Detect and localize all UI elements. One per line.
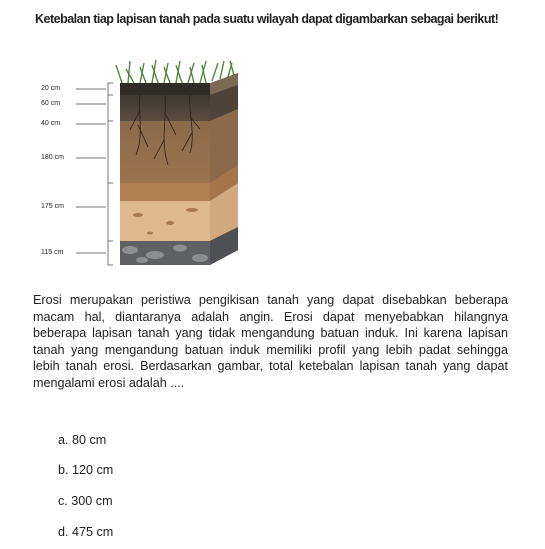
label-leaders	[76, 89, 106, 253]
question-title: Ketebalan tiap lapisan tanah pada suatu wilayah dapat digambarkan sebagai berikut!	[35, 12, 499, 26]
depth-label-2: 60 cm	[41, 100, 61, 107]
option-b[interactable]: b. 120 cm	[58, 463, 114, 477]
soil-profile-figure	[30, 55, 250, 285]
option-d[interactable]: d. 475 cm	[58, 525, 114, 539]
depth-scale	[108, 83, 113, 265]
layer-weathered	[120, 183, 210, 201]
depth-label-3: 40 cm	[41, 120, 61, 127]
option-a[interactable]: a. 80 cm	[58, 433, 107, 447]
option-c[interactable]: c. 300 cm	[58, 494, 113, 508]
question-text: Erosi merupakan peristiwa pengikisan tanah yang dapat disebabkan beberapa macam hal, diantaranya adalah angin. Erosi dapat menyebabkan hilangnya beberapa lapisan tanah yang tidak mengandung batuan induk. Ini karena lapisan tanah yang mengandung batuan induk memiliki profil yang lebih padat sehingga lebih tanah erosi. Berdasarkan gambar, total ketebalan lapisan tanah yang dapat mengalami erosi adalah ....	[33, 293, 508, 390]
depth-label-1: 20 cm	[41, 85, 61, 92]
layer-parent	[120, 201, 210, 241]
grass-illustration	[116, 60, 234, 83]
depth-label-5: 175 cm	[41, 203, 64, 210]
depth-label-4: 180 cm	[41, 154, 64, 161]
layer-humus	[120, 83, 210, 95]
depth-label-6: 115 cm	[41, 249, 64, 256]
